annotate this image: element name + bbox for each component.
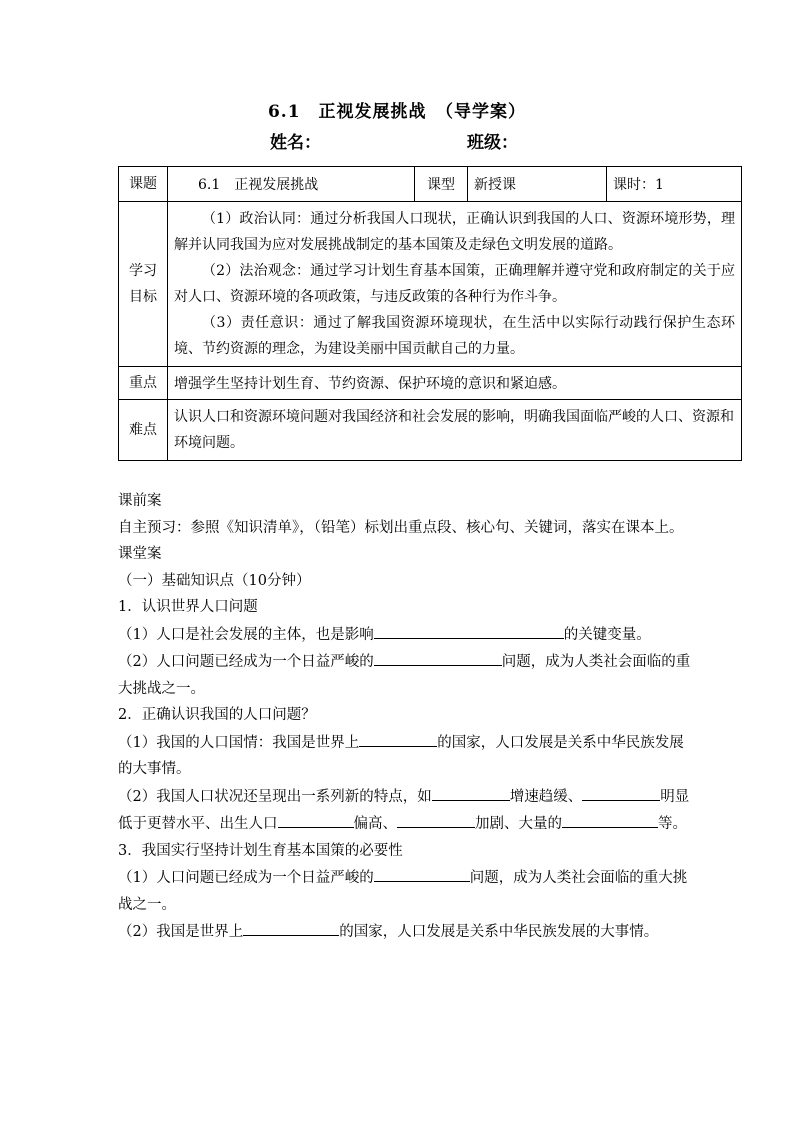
goal-item: （1）政治认同：通过分析我国人口现状，正确认识到我国的人口、资源环境形势，理解并认同我国为应对发展挑战制定的基本国策及走绿色文明发展的道路。 [174,211,735,253]
question-text: 偏高、 [353,816,397,832]
pre-class-heading: 课前案 [118,493,162,509]
answer-blank[interactable] [359,729,437,747]
question-title: 2．正确认识我国的人口问题？ [118,707,316,723]
hard-value: 认识人口和资源环境问题对我国经济和社会发展的影响，明确我国面临严峻的人口、资源和环境问题。 [168,400,742,461]
question-text: （2）我国是世界上 [118,924,244,940]
table-row [119,400,742,461]
key-label: 重点 [119,367,168,400]
goal-item: （3）责任意识：通过了解我国资源环境现状，在生活中以实际行动践行保护生态环境、节约资源的理念，为建设美丽中国贡献自己的力量。 [174,315,735,357]
name-label: 姓名： [270,133,321,153]
question-text: 加剧、大量的 [475,816,562,832]
question-line [118,918,698,946]
question-text: （2）我国人口状况还呈现出一系列新的特点，如 [118,788,432,805]
type-label: 课型 [415,167,468,202]
table-row [119,202,742,367]
self-study-text: 自主预习：参照《知识清单》，（铅笔）标划出重点段、核心句、关键词，落实在课本上。 [118,519,684,536]
goals-label: 学习目标 [119,202,168,367]
hard-label: 难点 [119,400,168,461]
goals-content [168,202,742,367]
question-line [118,621,698,649]
question-title: 1．认识世界人口问题 [118,599,258,615]
answer-blank[interactable] [374,864,470,882]
answer-blank[interactable] [562,810,658,828]
answer-blank[interactable] [374,621,564,639]
question-text: 增速趋缓、 [509,788,583,805]
question-text: 问题，成为人类社会面临的重大挑战之一。 [118,870,688,913]
question-text: 等。 [658,816,687,832]
lesson-info-table [118,166,742,461]
question-line [118,783,698,838]
in-class-heading: 课堂案 [118,546,162,562]
hours-value: 课时：1 [607,167,742,202]
question-line [118,729,698,783]
question-text: （1）人口问题已经成为一个日益严峻的 [118,870,374,886]
answer-blank[interactable] [243,918,339,936]
question-line [118,648,698,702]
topic-label: 课题 [119,167,168,202]
goal-item: （2）法治观念：通过学习计划生育基本国策，正确理解并遵守党和政府制定的关于应对人口、资源环境的各项政策，与违反政策的各种行为作斗争。 [174,263,735,305]
question-text: 的关键变量。 [563,626,651,643]
question-title: 3．我国实行坚持计划生育基本国策的必要性 [118,842,403,859]
question-line [118,864,698,918]
question-text: （2）人口问题已经成为一个日益严峻的 [118,654,374,670]
class-label: 班级： [467,133,518,153]
section-heading: （一）基础知识点（10分钟） [118,572,311,589]
question-text: 问题，成为人类社会面临的重大挑战之一。 [118,654,691,697]
topic-value: 6.1 正视发展挑战 [168,167,415,202]
table-row [119,167,742,202]
question-text: （1）我国的人口国情：我国是世界上 [118,734,360,751]
page-title: 6.1 正视发展挑战 （导学案） [267,102,527,122]
question-text: 的国家，人口发展是关系中华民族发展的大事情。 [339,924,659,940]
key-value: 增强学生坚持计划生育、节约资源、保护环境的意识和紧迫感。 [168,367,742,400]
table-row [119,367,742,400]
worksheet-body [118,488,698,946]
answer-blank[interactable] [432,783,510,801]
question-text: （1）人口是社会发展的主体，也是影响 [118,626,374,643]
question-text: 的国家，人口发展是关系中华民族发展的大事情。 [118,734,684,777]
answer-blank[interactable] [374,648,502,666]
question-text: 明显低于更替水平、出生人口 [118,788,690,832]
answer-blank[interactable] [397,810,475,828]
answer-blank[interactable] [582,783,660,801]
answer-blank[interactable] [278,810,354,828]
type-value: 新授课 [468,167,607,202]
